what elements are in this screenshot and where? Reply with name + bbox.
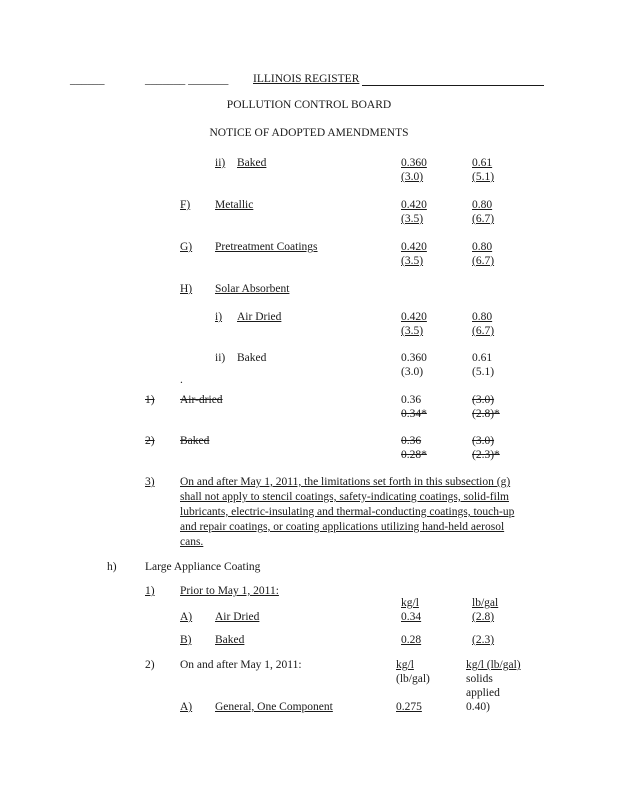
row-lb: (3.0) bbox=[472, 435, 495, 447]
row-lb: (2.8) bbox=[472, 611, 495, 623]
row-name: Baked bbox=[237, 157, 267, 169]
row-kg2: 0.28* bbox=[401, 449, 427, 461]
sub1-col-lb: lb/gal bbox=[472, 597, 499, 609]
row-label: G) bbox=[180, 241, 193, 253]
header-dashes-mid: _______ _______ bbox=[145, 74, 229, 86]
row-lb2: (5.1) bbox=[472, 171, 495, 183]
row-lb: 0.61 bbox=[472, 157, 493, 169]
stray-dot: . bbox=[180, 374, 183, 386]
row-kg2: (3.5) bbox=[401, 213, 424, 225]
row-label: i) bbox=[215, 311, 223, 323]
row-label: A) bbox=[180, 611, 193, 623]
row-name: General, One Component bbox=[215, 701, 333, 713]
row-kg2: (3.0) bbox=[401, 366, 424, 378]
sub1-title: Prior to May 1, 2011: bbox=[180, 585, 279, 597]
paragraph-line: lubricants, electric-insulating and thermal-conducting coatings, touch-up bbox=[180, 506, 515, 518]
row-lb: (2.3) bbox=[472, 634, 495, 646]
row-name: Baked bbox=[180, 435, 210, 447]
row-kg: 0.420 bbox=[401, 199, 427, 211]
row-lb2: (6.7) bbox=[472, 255, 495, 267]
paragraph-line: and repair coatings, or coating applications utilizing hand-held aerosol bbox=[180, 521, 505, 533]
header-dashes-left: ______ bbox=[70, 74, 105, 86]
row-kg: 0.360 bbox=[401, 352, 427, 364]
sub2-col-applied: applied bbox=[466, 687, 500, 699]
row-lb2: (6.7) bbox=[472, 325, 495, 337]
row-kg: 0.420 bbox=[401, 311, 427, 323]
row-lb2: (6.7) bbox=[472, 213, 495, 225]
row-name: Baked bbox=[237, 352, 267, 364]
paragraph-line: cans. bbox=[180, 536, 204, 548]
sub1-col-kg: kg/l bbox=[401, 597, 419, 609]
row-lb2: (2.3)* bbox=[472, 449, 500, 461]
row-lb: 0.80 bbox=[472, 241, 493, 253]
row-kg: 0.36 bbox=[401, 394, 422, 406]
row-label: H) bbox=[180, 283, 193, 295]
row-kg: 0.275 bbox=[396, 701, 422, 713]
row-name: Air Dried bbox=[237, 311, 282, 323]
paragraph-line: shall not apply to stencil coatings, safety-indicating coatings, solid-film bbox=[180, 491, 509, 503]
notice-title: NOTICE OF ADOPTED AMENDMENTS bbox=[209, 127, 409, 139]
row-name: Pretreatment Coatings bbox=[215, 241, 318, 253]
row-kg: 0.420 bbox=[401, 241, 427, 253]
row-kg: 0.360 bbox=[401, 157, 427, 169]
row-lb: 0.80 bbox=[472, 199, 493, 211]
row-label: F) bbox=[180, 199, 191, 211]
row-kg: 0.34 bbox=[401, 611, 422, 623]
row-kg2: 0.34* bbox=[401, 408, 427, 420]
row-kg2: (3.5) bbox=[401, 255, 424, 267]
row-name: Baked bbox=[215, 634, 245, 646]
row-lb2: (5.1) bbox=[472, 366, 495, 378]
row-name: Air-dried bbox=[180, 394, 223, 406]
row-lb2: (2.8)* bbox=[472, 408, 500, 420]
paragraph-line: On and after May 1, 2011, the limitations set forth in this subsection (g) bbox=[180, 476, 511, 488]
row-kg: 0.28 bbox=[401, 634, 422, 646]
sub2-label: 2) bbox=[145, 659, 155, 671]
row-label: ii) bbox=[215, 352, 226, 364]
row-label: 1) bbox=[145, 394, 155, 406]
row-name: Metallic bbox=[215, 199, 254, 211]
row-name: Solar Absorbent bbox=[215, 283, 290, 295]
row-label: A) bbox=[180, 701, 193, 713]
row-name: Air Dried bbox=[215, 611, 260, 623]
board-title: POLLUTION CONTROL BOARD bbox=[226, 99, 392, 111]
row-lb: (3.0) bbox=[472, 394, 495, 406]
sub2-col-solids-header: kg/l (lb/gal) bbox=[466, 659, 521, 671]
sub2-col-solids: solids bbox=[466, 673, 493, 685]
row-lb: 0.80 bbox=[472, 311, 493, 323]
sub1-label: 1) bbox=[145, 585, 155, 597]
section-h-title: Large Appliance Coating bbox=[145, 561, 261, 573]
row-label: B) bbox=[180, 634, 192, 646]
header-rule bbox=[362, 85, 544, 86]
row-kg2: (3.0) bbox=[401, 171, 424, 183]
register-title: ILLINOIS REGISTER bbox=[253, 73, 360, 85]
row-kg2: (3.5) bbox=[401, 325, 424, 337]
row-kg: 0.36 bbox=[401, 435, 422, 447]
row-label: ii) bbox=[215, 157, 226, 169]
sub2-title: On and after May 1, 2011: bbox=[180, 659, 302, 671]
paragraph-label: 3) bbox=[145, 476, 155, 488]
sub2-col-lb: (lb/gal) bbox=[396, 673, 430, 685]
row-lb: 0.40) bbox=[466, 701, 490, 713]
section-h-label: h) bbox=[107, 561, 117, 573]
row-lb: 0.61 bbox=[472, 352, 493, 364]
sub2-col-kg: kg/l bbox=[396, 659, 414, 671]
row-label: 2) bbox=[145, 435, 155, 447]
